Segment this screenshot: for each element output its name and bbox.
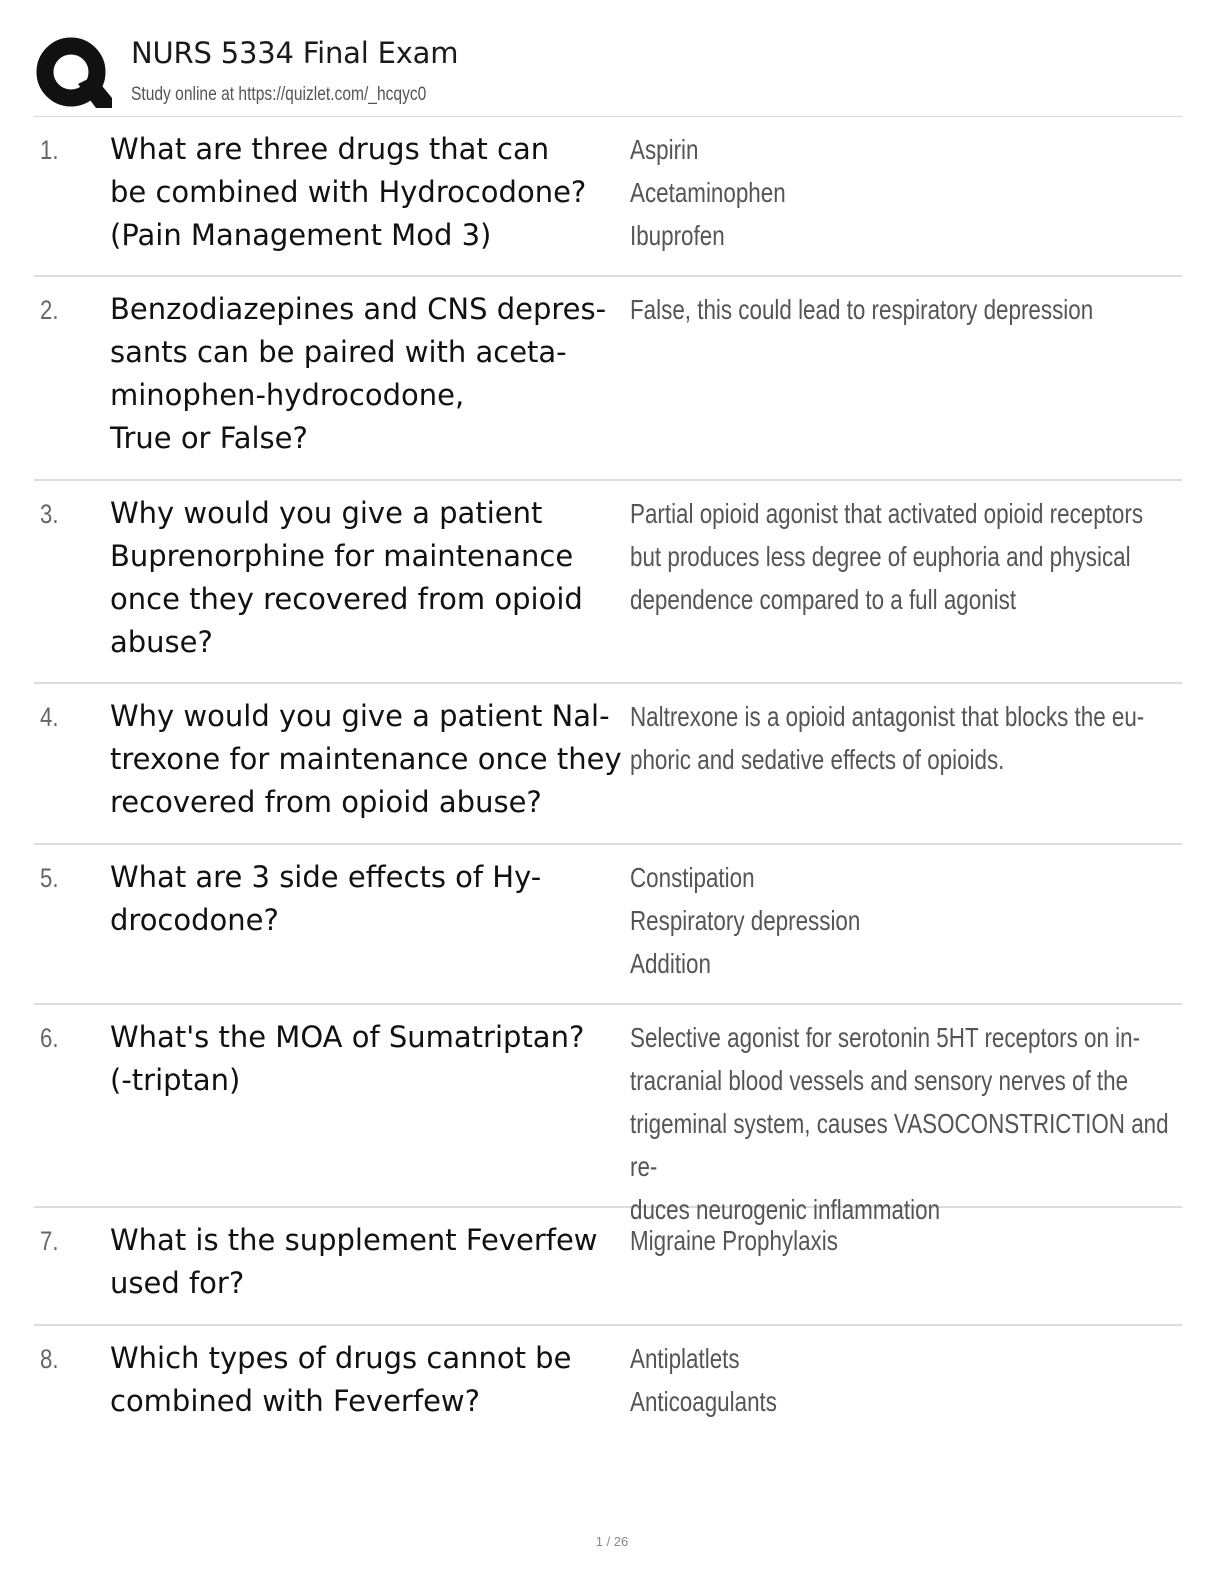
card-term: Which types of drugs cannot be combined with Feverfew? [110,1341,572,1418]
card-definition: Antiplatlets Anticoagulants [630,1343,777,1417]
study-online-link[interactable]: Study online at https://quizlet.com/_hcqyc0 [131,84,427,105]
card-definition: Aspirin Acetaminophen Ibuprofen [630,134,786,251]
card-number: 3. [40,499,59,529]
flashcard-row [34,117,1182,277]
flashcard-row [34,684,1182,845]
flashcard-row [34,1005,1182,1225]
flashcard-row [34,481,1182,684]
page-title: NURS 5334 Final Exam [131,36,459,70]
card-term: What are 3 side effects of Hy- drocodone? [110,860,542,937]
card-number: 1. [40,135,59,165]
card-number: 7. [40,1226,59,1256]
card-term: What's the MOA of Sumatriptan? (-triptan) [110,1020,585,1097]
flashcard-row [34,277,1182,481]
card-definition: Naltrexone is a opioid antagonist that blocks the eu- phoric and sedative effects of opioids. [630,701,1145,775]
card-definition: Constipation Respiratory depression Addition [630,862,861,979]
flashcard-list [34,117,1182,1436]
page-header [34,32,1182,116]
card-definition: Selective agonist for serotonin 5HT receptors on in- tracranial blood vessels and sensory nerves of the trigeminal system, causes VASOCONSTRICTION and re- duces neurogenic inflammation [630,1022,1169,1225]
quizlet-q-logo-icon [34,34,112,112]
card-number: 5. [40,863,59,893]
card-number: 2. [40,295,59,325]
card-definition: False, this could lead to respiratory depression [630,294,1094,325]
card-number: 6. [40,1023,59,1053]
card-definition: Migraine Prophylaxis [630,1225,838,1256]
card-definition: Partial opioid agonist that activated opioid receptors but produces less degree of euphoria and physical dependence compared to a full agonist [630,498,1144,615]
card-term: Why would you give a patient Nal- trexone for maintenance once they recovered from opioid abuse? [110,699,622,819]
card-term: What is the supplement Feverfew used for? [110,1223,598,1300]
page-number: 1 / 26 [595,1534,629,1549]
card-term: Benzodiazepines and CNS depres- sants can be paired with aceta- minophen-hydrocodone, True or False? [110,292,607,455]
flashcard-row [34,845,1182,1005]
card-number: 8. [40,1344,59,1374]
card-number: 4. [40,702,59,732]
card-term: Why would you give a patient Buprenorphine for maintenance once they recovered from opioid abuse? [110,496,583,659]
flashcard-row [34,1326,1182,1436]
card-term: What are three drugs that can be combined with Hydrocodone? (Pain Management Mod 3) [110,132,587,252]
flashcard-row [34,1208,1182,1326]
